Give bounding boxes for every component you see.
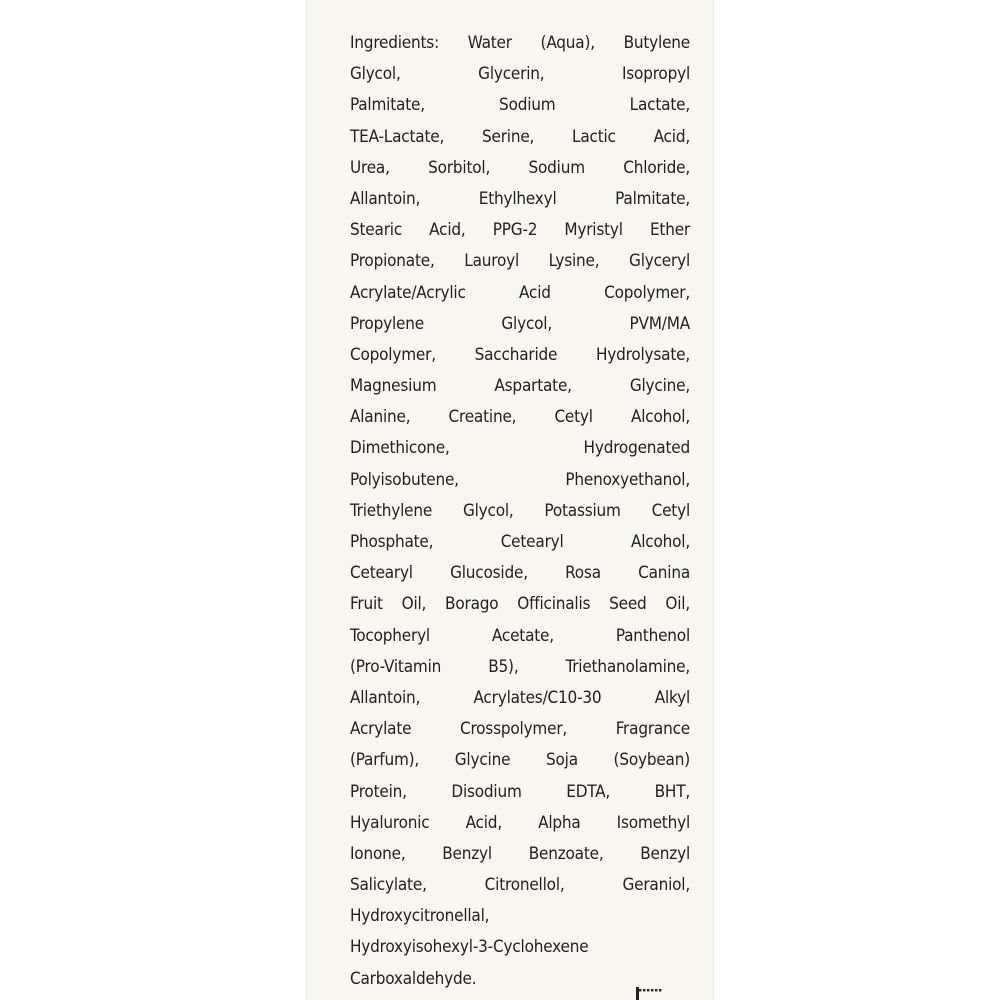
ingredients-line: Glycol, Glycerin, Isopropyl	[350, 64, 690, 85]
panel-edge-right	[713, 0, 714, 1000]
ingredients-line: Phosphate, Cetearyl Alcohol,	[350, 532, 690, 552]
ingredients-line: Alanine, Creatine, Cetyl Alcohol,	[350, 407, 690, 428]
batch-code-mark-icon	[636, 987, 666, 1000]
ingredients-line: Allantoin, Acrylates/C10-30 Alkyl	[350, 687, 690, 708]
ingredients-line: Allantoin, Ethylhexyl Palmitate,	[350, 188, 690, 209]
ingredients-line: Ingredients: Water (Aqua), Butylene	[350, 33, 690, 53]
ingredients-line: Acrylate/Acrylic Acid Copolymer,	[350, 282, 690, 303]
ingredients-line: Ionone, Benzyl Benzoate, Benzyl	[350, 843, 690, 864]
ingredients-list	[350, 28, 690, 995]
ingredients-line: Acrylate Crosspolymer, Fragrance	[350, 719, 690, 740]
ingredients-line: Palmitate, Sodium Lactate,	[350, 95, 690, 116]
ingredients-line: Triethylene Glycol, Potassium Cetyl	[350, 500, 690, 521]
ingredients-line: Hyaluronic Acid, Alpha Isomethyl	[350, 812, 690, 833]
ingredients-line: Propylene Glycol, PVM/MA	[350, 313, 690, 334]
ingredients-line: (Parfum), Glycine Soja (Soybean)	[350, 750, 690, 771]
ingredients-line: TEA-Lactate, Serine, Lactic Acid,	[350, 126, 690, 147]
panel-edge-left	[306, 0, 307, 1000]
ingredients-line: Tocopheryl Acetate, Panthenol	[350, 625, 690, 646]
ingredients-line: Hydroxycitronellal,	[350, 906, 490, 927]
ingredients-line: Urea, Sorbitol, Sodium Chloride,	[350, 157, 690, 178]
ingredients-line: Dimethicone, Hydrogenated	[350, 438, 690, 459]
ingredients-line: Protein, Disodium EDTA, BHT,	[350, 781, 690, 802]
ingredients-line: Salicylate, Citronellol, Geraniol,	[350, 875, 690, 896]
ingredients-line: Stearic Acid, PPG-2 Myristyl Ether	[350, 220, 690, 241]
ingredients-line: Hydroxyisohexyl-3-Cyclohexene	[350, 937, 589, 958]
ingredients-line: Polyisobutene, Phenoxyethanol,	[350, 469, 690, 490]
ingredients-line: Cetearyl Glucoside, Rosa Canina	[350, 563, 690, 584]
ingredients-line: Copolymer, Saccharide Hydrolysate,	[350, 344, 690, 365]
ingredients-line: Fruit Oil, Borago Officinalis Seed Oil,	[350, 594, 690, 615]
ingredients-line: Magnesium Aspartate, Glycine,	[350, 376, 690, 397]
ingredients-line: Carboxaldehyde.	[350, 968, 477, 989]
ingredients-line: (Pro-Vitamin B5), Triethanolamine,	[350, 656, 690, 677]
ingredients-line: Propionate, Lauroyl Lysine, Glyceryl	[350, 251, 690, 272]
